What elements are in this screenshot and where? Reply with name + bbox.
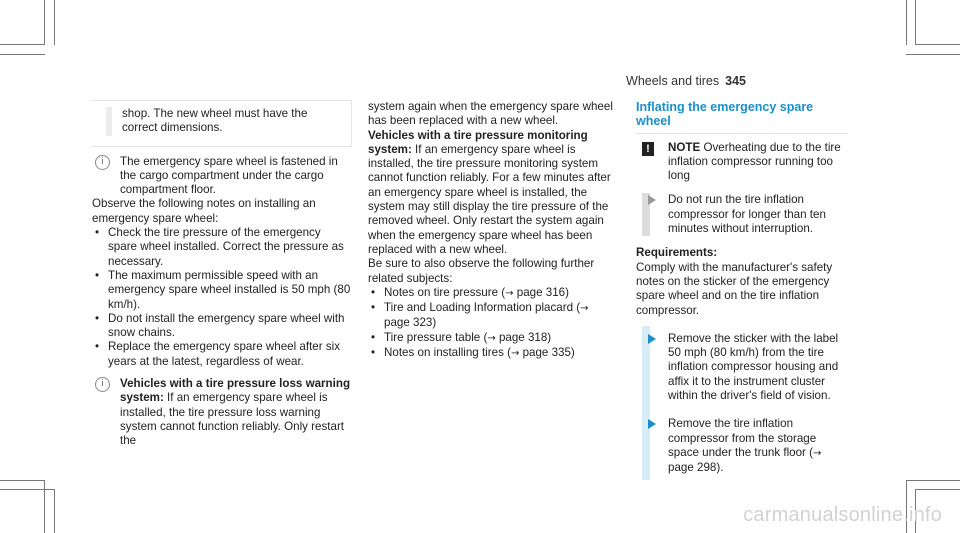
notice-step [668,193,848,236]
column-left [92,100,352,449]
note-spare-location [92,155,352,198]
notice-text: Overheating due to the tire inflation compressor running too long [668,140,841,183]
continued-text: shop. The new wheel must have the correct dimensions. [122,107,308,135]
page-header-title: Wheels and tires [626,74,720,88]
arrow-icon: → [487,332,496,344]
procedure-steps [636,326,848,480]
note-text: If an emergency spare wheel is installed, the tire pressure loss warning system cannot function reliably. Only restart the [120,391,345,448]
notice-label: NOTE [668,140,701,154]
note-bold: Vehicles with a tire pressure loss warning system: [120,377,351,405]
crop-mark [915,489,960,490]
crop-mark [0,44,45,45]
crop-mark [906,54,960,55]
page-link[interactable]: page 316) [516,285,569,299]
page-header [626,74,746,88]
list-item: • Check the tire pressure of the emergency spare wheel installed. Correct the pressure as necessary. [92,226,352,269]
list-item: • Replace the emergency spare wheel after six years at the latest, regardless of wear. [92,340,352,369]
column-right [636,100,848,480]
info-icon: i [95,377,110,392]
arrow-icon: → [510,348,520,360]
column-middle [368,100,613,361]
related-subjects-list [368,286,613,361]
procedure-step-1 [668,332,848,403]
info-icon: i [95,155,110,170]
page-number: 345 [725,74,746,88]
list-item[interactable]: • Tire and Loading Information placard (→ page 323) [368,301,613,331]
step-text: Remove the tire inflation compressor from the storage space under the trunk floor ( [668,417,817,459]
step-text: Remove the sticker with the label 50 mph (80 km/h) from the tire inflation compressor housing and affix it to the instrument cluster within the driver's field of vision. [668,331,839,403]
section-title: Inflating the emergency spare wheel [636,100,848,134]
list-item[interactable]: • Notes on tire pressure (→ page 316) [368,286,613,301]
list-item[interactable]: • Notes on installing tires (→ page 335) [368,346,613,361]
continued-text: system again when the emergency spare wheel has been replaced with a new wheel. [368,100,613,128]
installation-notes-list [92,226,352,369]
crop-mark [906,0,907,45]
note-tpms-loss [92,377,352,448]
crop-mark [54,489,55,533]
tpms-text: If an emergency spare wheel is installed, the tire pressure monitoring system cannot function reliably. For a few minutes after an emergency spare wheel is installed, the system may still display the tire pressure of the removed wheel. Only restart the system again when the emergency spare wheel has been replaced with a new wheel. [368,142,611,256]
crop-mark [54,0,55,45]
procedure-step-2 [668,417,848,475]
page-link[interactable]: page 298). [668,461,724,475]
requirements-title: Requirements: [636,246,718,260]
notice-box [636,141,848,184]
continued-box [92,100,352,147]
crop-mark [44,480,45,533]
watermark: carmanualsonline.info [743,504,942,526]
list-item[interactable]: • Tire pressure table (→ page 318) [368,331,613,346]
arrow-icon: → [813,447,822,459]
notice-step-box [636,193,848,236]
tpms-bold: Vehicles with a tire pressure monitoring system: [368,128,588,156]
crop-mark [915,0,916,45]
step-arrow-icon [648,334,656,344]
intro-text: Observe the following notes on installing an emergency spare wheel: [92,197,316,225]
warning-icon: ! [642,142,654,156]
arrow-icon: → [505,287,514,299]
crop-mark [44,0,45,45]
related-intro: Be sure to also observe the following further related subjects: [368,257,595,285]
requirements-text: Comply with the manufacturer's safety notes on the sticker of the emergency spare wheel and on the tire inflation compressor. [636,260,833,317]
tpms-paragraph [368,129,613,258]
note-text: The emergency spare wheel is fastened in the cargo compartment under the cargo compartment floor. [120,154,338,197]
crop-mark [0,489,54,490]
crop-mark [0,54,45,55]
crop-mark [915,44,960,45]
arrow-icon: → [580,303,589,315]
list-item: • Do not install the emergency spare wheel with snow chains. [92,312,352,341]
page-link[interactable]: page 323) [384,316,437,330]
step-arrow-icon [648,195,656,205]
crop-mark [0,480,45,481]
page-link[interactable]: page 318) [498,330,552,344]
step-arrow-icon [648,419,656,429]
page-link[interactable]: page 335) [522,346,575,360]
crop-mark [906,480,960,481]
list-item: • The maximum permissible speed with an emergency spare wheel installed is 50 mph (80 km/h). [92,269,352,312]
step-text: Do not run the tire inflation compressor for longer than ten minutes without interruption. [668,193,826,236]
